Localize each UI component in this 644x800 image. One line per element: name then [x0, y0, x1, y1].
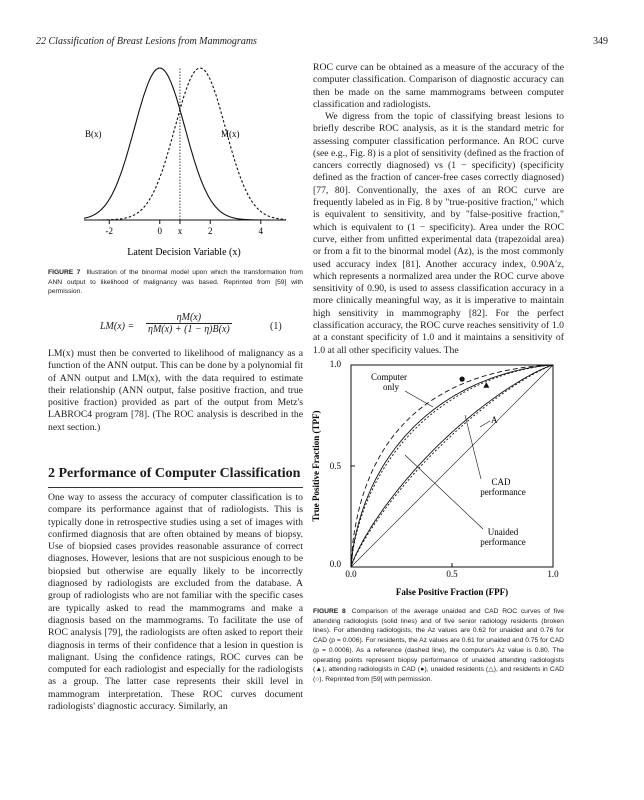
fig8-annot-unaided: Unaided — [487, 527, 519, 537]
eq-number: (1) — [270, 321, 282, 332]
fig8-xtick-05: 0.5 — [446, 569, 458, 579]
fig8-point-cad — [460, 377, 465, 382]
fig8-ytick-05: 0.5 — [329, 461, 341, 471]
fig8-caption-text: Comparison of the average unaided and CAD ROC curves of five attending radiologists (solid lines) and of five senior radiology residents (broken lines). For attending radiologists, the Az values are 0.62 for unaided and 0.76 for CAD (p = 0.006). For residents, the Az values are 0.61 for unaided and 0.75 for CAD (p = 0.0006). As a reference (dashed line), the computer's Az value is 0.80. The operating points represent biopsy performance of unaided attending radiologists (▲), attending radiologists in CAD (●), unaided residents (△), and residents in CAD (○). Reprinted from [59] with permission. — [313, 608, 565, 683]
fig8-annot-cad: CAD — [491, 477, 511, 487]
fig7-tick-label: 2 — [208, 226, 213, 236]
section-2-heading — [48, 466, 303, 488]
eq-numerator: ηM(x) — [146, 312, 232, 324]
figure-7-caption — [48, 268, 303, 297]
fig8-caption-label: FIGURE 8 — [313, 608, 346, 615]
fig7-tick-label: 0 — [157, 226, 162, 236]
eq-denominator: ηM(x) + (1 − η)B(x) — [148, 324, 230, 335]
fig7-label-mx: M(x) — [221, 129, 240, 139]
page-number: 349 — [593, 36, 608, 47]
fig8-annotations — [371, 372, 526, 547]
fig8-ytick-1: 1.0 — [329, 359, 341, 369]
fig8-point-unaided — [483, 382, 489, 388]
equation-1 — [48, 312, 303, 346]
fig7-tick-label: 4 — [258, 226, 263, 236]
fig7-caption-label: FIGURE 7 — [48, 269, 81, 276]
left-paragraph-2: One way to assess the accuracy of computer classification is to compare its performance against that of radiologists. This is typically done in retrospective studies using a set of images with confirmed diagnosis that are often obtained by means of biopsy. Use of biopsied cases provides reasonable assurance of correct diagnoses. However, lesions that are not suspicious enough to be biopsied but otherwise are equally likely to be incorrectly diagnosed by radiologists are excluded from the database. A group of radiologists who are not familiar with the specific cases are typically asked to read the mammograms and make a diagnosis based on the mammograms. To facilitate the use of ROC analysis [79], the radiologists are often asked to report their diagnosis in terms of their confidence that a lesion in question is malignant. Using the confidence ratings, ROC curves can be computed for each radiologist and especially for the radiologists as a group. The latter case represents their skill level in mammogram interpretation. These ROC curves document radiologists' diagnostic accuracy. Similarly, an — [48, 492, 303, 713]
fig8-annot-only: only — [383, 382, 400, 392]
figure-8-roc-plot — [305, 355, 575, 600]
left-paragraph-1: LM(x) must then be converted to likelihood of malignancy as a function of the ANN output. This can be done by a polynomial fit of ANN output and LM(x), with the data required to estimate their relationship (ANN output, false positive fraction, and true positive fraction) provided as part of the output from Metz's LABROC4 program [78]. (The ROC analysis is described in the next section.) — [48, 348, 303, 433]
fig8-annot-cad-perf: performance — [480, 487, 526, 497]
fig7-xlabel: Latent Decision Variable (x) — [127, 247, 241, 258]
fig8-leader-computer — [405, 391, 433, 407]
fig8-xtick-0: 0.0 — [345, 569, 357, 579]
fig8-annot-computer: Computer — [371, 372, 407, 382]
fig7-curve-bx — [84, 68, 286, 220]
fig8-xlabel: False Positive Fraction (FPF) — [395, 587, 509, 597]
running-header — [36, 36, 608, 47]
fig7-ticks — [106, 220, 264, 236]
fig8-ytick-0: 0.0 — [329, 559, 341, 569]
section-heading-text: 2 Performance of Computer Classification — [48, 466, 301, 481]
fig7-tick-label: -2 — [105, 226, 113, 236]
right-paragraph-1: ROC curve can be obtained as a measure of the accuracy of the computer classification. Comparison of diagnostic accuracy can then be made on the same mammograms between computer classification and radiologists. — [313, 62, 564, 110]
fig7-tick-label: x — [177, 226, 183, 236]
fig8-annot-unaided-perf: performance — [480, 537, 526, 547]
fig7-curves — [84, 68, 286, 220]
fig8-leader-a — [480, 421, 490, 427]
fig8-xtick-1: 1.0 — [547, 569, 559, 579]
section-rule — [48, 487, 303, 488]
fig8-ylabel: True Positive Fraction (TPF) — [311, 410, 321, 522]
fig8-leader-unaided — [405, 455, 483, 529]
fig7-caption-text: Illustration of the binormal model upon which the transformation from ANN output to likelihood of malignancy was based. Reprinted from [59] with permission. — [48, 269, 303, 296]
running-title: 22 Classification of Breast Lesions from Mammograms — [36, 36, 257, 47]
right-paragraph-2: We digress from the topic of classifying breast lesions to briefly describe ROC analysis, as it is the standard metric for assessing computer classification performance. An ROC curve (see e.g., Fig. 8) is a plot of sensitivity (defined as the fraction of cancers correctly diagnosed) vs (1 − specificity) (specificity defined as the fraction of cancer-free cases correctly diagnosed) [77, 80]. Conventionally, the axes of an ROC curve are frequently labeled as in Fig. 8 by "true-positive fraction," which is equivalent to sensitivity, and by "false-positive fraction," which is equivalent to (1 − specificity). Area under the ROC curve, either from unfitted experimental data (trapezoidal area) or from a fit to the binormal model (Az), is the most commonly used accuracy index [81]. Another accuracy index, 0.90A′z, which represents a normalized area under the ROC curve above sensitivity of 0.90, is used to assess classification accuracy in a more clinically meaningful way, as it is imperative to maintain high sensitivity in mammography [82]. For the perfect classification accuracy, the ROC curve reaches sensitivity of 1.0 at a constant specificity of 1.0 and it maintains a sensitivity of 1.0 at all other specificity values. The — [313, 111, 565, 356]
fig8-annot-a: A — [491, 415, 498, 425]
fig7-label-bx: B(x) — [85, 129, 102, 139]
fig8-leader-cad — [465, 415, 481, 479]
figure-8-caption — [313, 607, 564, 685]
fig7-curve-mx — [84, 68, 286, 220]
figure-7-binormal-plot — [80, 60, 290, 260]
eq-lhs: LM(x) = — [100, 321, 135, 332]
